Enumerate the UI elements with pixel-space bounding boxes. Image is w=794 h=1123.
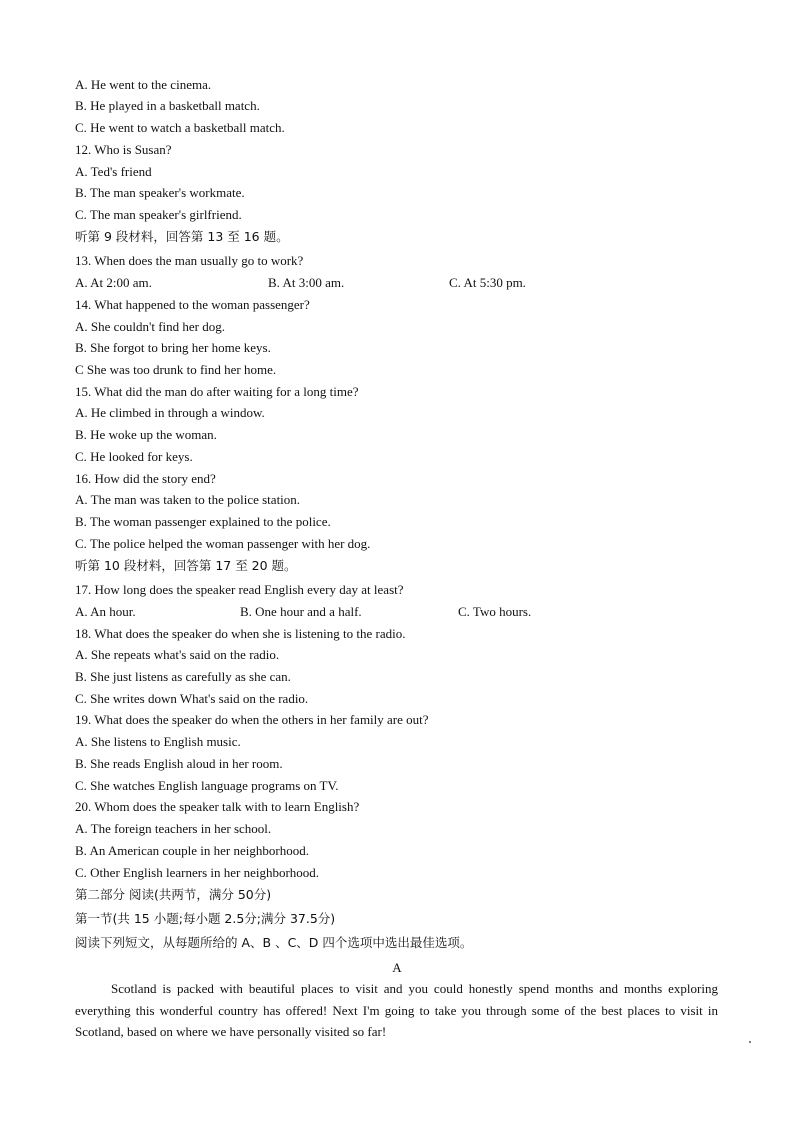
part-two-heading: 第二部分 阅读(共两节，满分 50分) [75, 887, 272, 902]
q12-option-b: B. The man speaker's workmate. [75, 185, 245, 200]
q17-option-a: A. An hour. [75, 604, 136, 619]
q13-option-b: B. At 3:00 am. [268, 275, 345, 290]
q15-option-c: C. He looked for keys. [75, 449, 193, 464]
q14-option-c: C She was too drunk to find her home. [75, 362, 277, 377]
q14-question: 14. What happened to the woman passenger? [75, 297, 310, 312]
page-mark [749, 1041, 751, 1043]
q16-question: 16. How did the story end? [75, 471, 216, 486]
q12-option-a: A. Ted's friend [75, 164, 152, 179]
section-10-instruction: 听第 10 段材料，回答第 17 至 20 题。 [75, 558, 297, 573]
q20-option-c: C. Other English learners in her neighborhood. [75, 865, 320, 880]
q14-option-a: A. She couldn't find her dog. [75, 319, 226, 334]
q20-option-a: A. The foreign teachers in her school. [75, 821, 272, 836]
passage-paragraph: Scotland is packed with beautiful places to visit and you could honestly spend months and months exploring everything this wonderful country has offered! Next I'm going to take you through some of the best places to visit in Scotland, based on where we have personally visited so far! [75, 981, 718, 1039]
q11-option-b: B. He played in a basketball match. [75, 98, 260, 113]
q12-option-c: C. The man speaker's girlfriend. [75, 207, 242, 222]
q18-question: 18. What does the speaker do when she is listening to the radio. [75, 626, 406, 641]
section-9-instruction: 听第 9 段材料，回答第 13 至 16 题。 [75, 229, 289, 244]
q20-question: 20. Whom does the speaker talk with to learn English? [75, 799, 360, 814]
q11-option-a: A. He went to the cinema. [75, 77, 212, 92]
q16-option-a: A. The man was taken to the police station. [75, 492, 301, 507]
q18-option-c: C. She writes down What's said on the radio. [75, 691, 309, 706]
q18-option-b: B. She just listens as carefully as she can. [75, 669, 291, 684]
q19-question: 19. What does the speaker do when the others in her family are out? [75, 712, 429, 727]
q15-option-a: A. He climbed in through a window. [75, 405, 265, 420]
q17-question: 17. How long does the speaker read English every day at least? [75, 582, 404, 597]
q19-option-a: A. She listens to English music. [75, 734, 241, 749]
q17-option-b: B. One hour and a half. [240, 604, 362, 619]
q18-option-a: A. She repeats what's said on the radio. [75, 647, 280, 662]
q16-option-c: C. The police helped the woman passenger with her dog. [75, 536, 371, 551]
q13-question: 13. When does the man usually go to work? [75, 253, 304, 268]
q19-option-c: C. She watches English language programs on TV. [75, 778, 339, 793]
q19-option-b: B. She reads English aloud in her room. [75, 756, 283, 771]
q13-option-c: C. At 5:30 pm. [449, 275, 526, 290]
q17-option-c: C. Two hours. [458, 604, 532, 619]
q11-option-c: C. He went to watch a basketball match. [75, 120, 285, 135]
q15-option-b: B. He woke up the woman. [75, 427, 217, 442]
q14-option-b: B. She forgot to bring her home keys. [75, 340, 271, 355]
q13-option-a: A. At 2:00 am. [75, 275, 152, 290]
section-one-heading: 第一节(共 15 小题;每小题 2.5分;满分 37.5分) [75, 911, 336, 926]
reading-instruction: 阅读下列短文，从每题所给的 A、B 、C、D 四个选项中选出最佳选项。 [75, 935, 473, 950]
passage-label: A [392, 960, 402, 975]
q16-option-b: B. The woman passenger explained to the police. [75, 514, 331, 529]
q20-option-b: B. An American couple in her neighborhood. [75, 843, 309, 858]
q12-question: 12. Who is Susan? [75, 142, 172, 157]
q15-question: 15. What did the man do after waiting for a long time? [75, 384, 359, 399]
